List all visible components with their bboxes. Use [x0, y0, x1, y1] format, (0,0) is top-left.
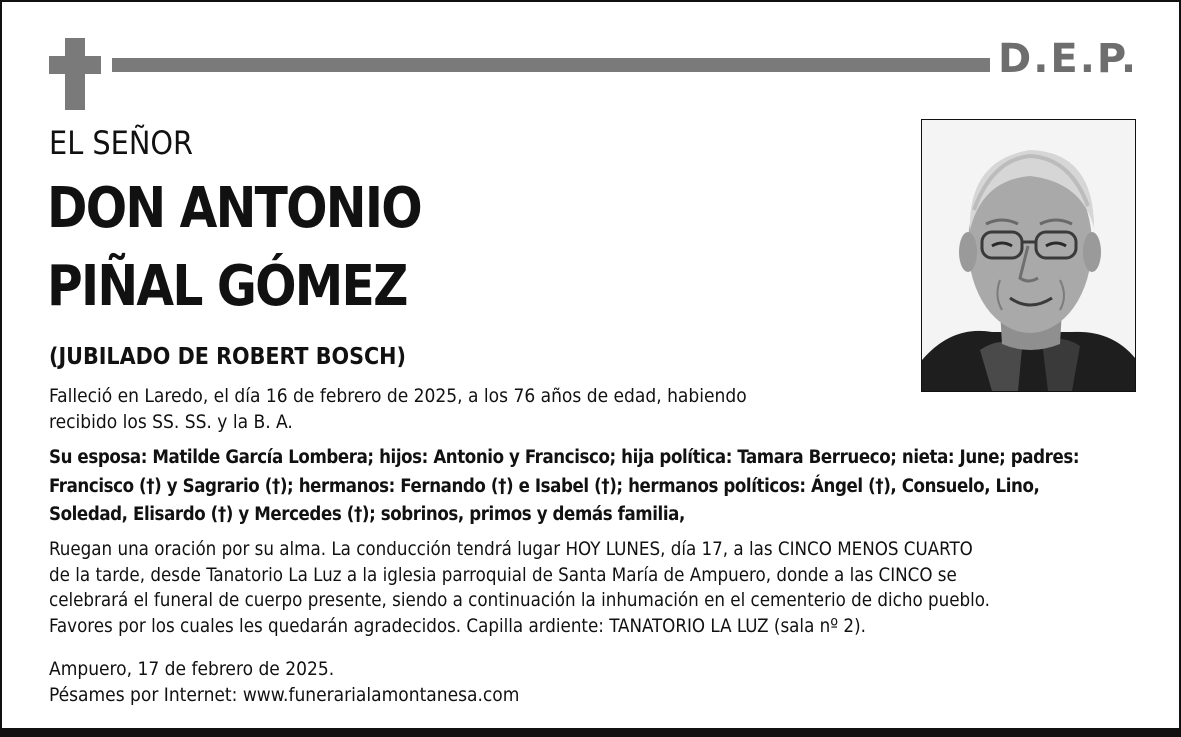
funeral-line4: Favores por los cuales les quedarán agradecidos. Capilla ardiente: TANATORIO LA LUZ (sala nº 2).: [49, 615, 866, 637]
family-list: [49, 444, 1134, 530]
header-rule: [112, 58, 990, 72]
deceased-name-line2: PIÑAL GÓMEZ: [47, 254, 407, 319]
funeral-details: [49, 537, 1134, 639]
death-notice-line1: Falleció en Laredo, el día 16 de febrero de 2025, a los 76 años de edad, habiendo: [49, 385, 747, 407]
occupation: (JUBILADO DE ROBERT BOSCH): [49, 344, 406, 370]
condolences-link[interactable]: Pésames por Internet: www.funerarialamontanesa.com: [49, 683, 520, 706]
funeral-line2: de la tarde, desde Tanatorio La Luz a la iglesia parroquial de Santa María de Ampuero, donde a las CINCO se: [49, 564, 957, 586]
family-line3: Soledad, Elisardo (†) y Mercedes (†); sobrinos, primos y demás familia,: [49, 504, 685, 525]
deceased-name: [47, 170, 421, 326]
portrait-image: [922, 120, 1135, 391]
place-date: Ampuero, 17 de febrero de 2025.: [49, 658, 335, 680]
funeral-line1: Ruegan una oración por su alma. La conducción tendrá lugar HOY LUNES, día 17, a las CINCO MENOS CUARTO: [49, 539, 973, 560]
funeral-line3: celebrará el funeral de cuerpo presente, siendo a continuación la inhumación en el cementerio de dicho pueblo.: [49, 590, 990, 611]
portrait-photo: [921, 119, 1136, 392]
deceased-name-line1: DON ANTONIO: [47, 176, 421, 241]
family-line1: Su esposa: Matilde García Lombera; hijos: Antonio y Francisco; hija política: Tamara Berrueco; nieta: June; padres:: [49, 447, 1080, 468]
death-notice-line2: recibido los SS. SS. y la B. A.: [49, 410, 293, 433]
death-notice: [49, 384, 839, 435]
dep-label: D.E.P.: [998, 36, 1139, 82]
honorific: EL SEÑOR: [49, 124, 194, 162]
closing: [49, 657, 849, 708]
family-line2: Francisco (†) y Sagrario (†); hermanos: Fernando (†) e Isabel (†); hermanos políticos: Ángel (†), Consuelo, Lino,: [49, 475, 1040, 497]
